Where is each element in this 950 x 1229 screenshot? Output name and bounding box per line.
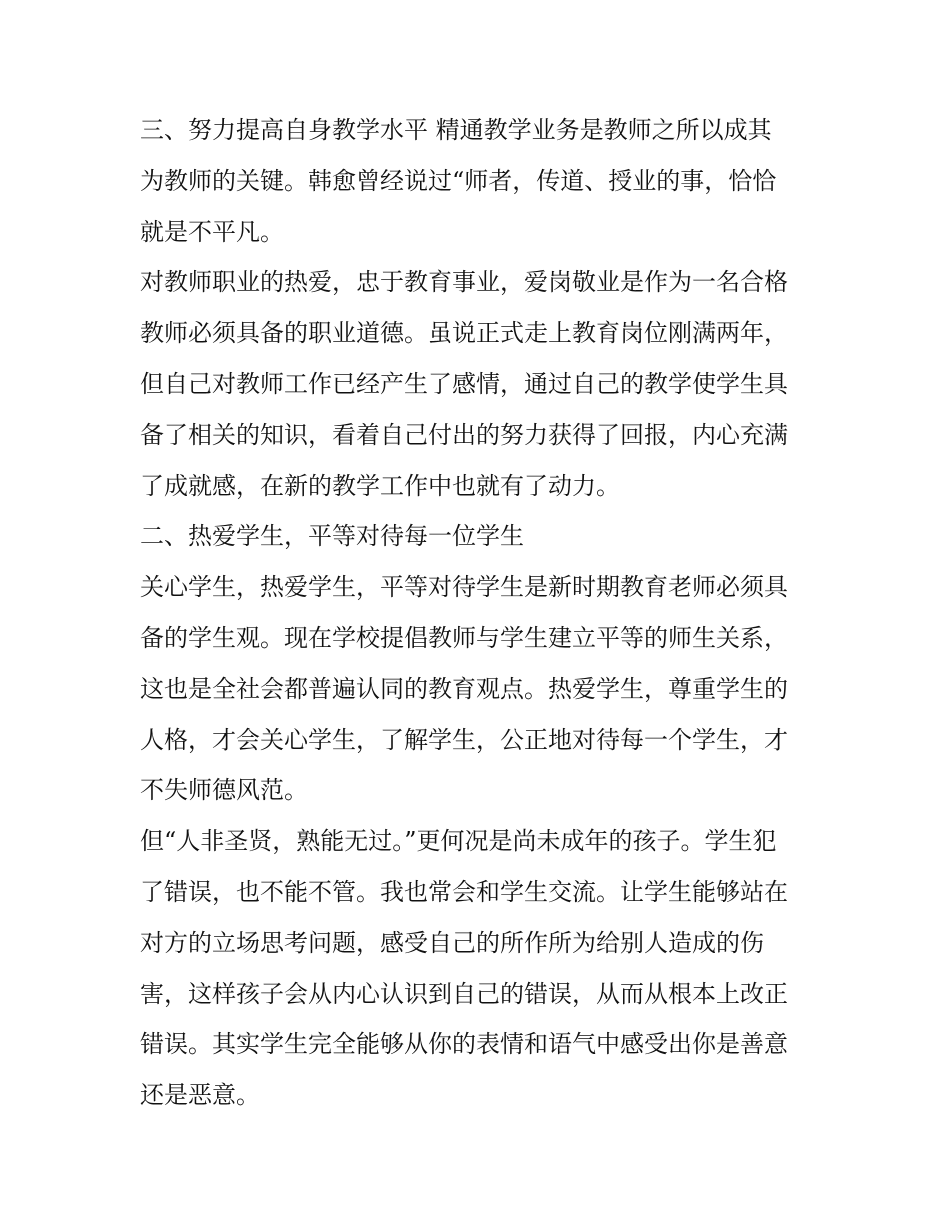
text-line: 但“人非圣贤，熟能无过。”更何况是尚未成年的孩子。学生犯 <box>140 827 777 856</box>
text-line: 了错误，也不能不管。我也常会和学生交流。让学生能够站在 <box>140 877 788 906</box>
section-heading-line: 三、努力提高自身教学水平 精通教学业务是教师之所以成其 <box>140 116 772 144</box>
document-page <box>140 105 840 1121</box>
text-line: 害，这样孩子会从内心认识到自己的错误，从而从根本上改正 <box>140 979 788 1008</box>
text-line: 错误。其实学生完全能够从你的表情和语气中感受出你是善意 <box>140 1030 788 1059</box>
text-line: 了成就感，在新的教学工作中也就有了动力。 <box>140 471 620 500</box>
section-heading-line: 二、热爱学生，平等对待每一位学生 <box>140 522 524 551</box>
text-line: 但自己对教师工作已经产生了感情，通过自己的教学使学生具 <box>140 369 788 398</box>
text-line: 教师必须具备的职业道德。虽说正式走上教育岗位刚满两年， <box>140 319 788 348</box>
text-line: 备了相关的知识，看着自己付出的努力获得了回报，内心充满 <box>140 420 788 449</box>
text-line: 为教师的关键。韩愈曾经说过“师者，传道、授业的事，恰恰 <box>140 166 777 195</box>
text-line: 不失师德风范。 <box>140 776 308 805</box>
text-line: 就是不平凡。 <box>140 217 284 246</box>
text-line: 还是恶意。 <box>140 1081 260 1110</box>
text-line: 关心学生，热爱学生，平等对待学生是新时期教育老师必须具 <box>140 573 788 602</box>
text-line: 对方的立场思考问题，感受自己的所作所为给别人造成的伤 <box>140 928 764 957</box>
text-line: 这也是全社会都普遍认同的教育观点。热爱学生，尊重学生的 <box>140 674 788 703</box>
text-line: 人格，才会关心学生，了解学生，公正地对待每一个学生，才 <box>140 725 788 754</box>
text-line: 对教师职业的热爱，忠于教育事业，爱岗敬业是作为一名合格 <box>140 268 788 297</box>
text-line: 备的学生观。现在学校提倡教师与学生建立平等的师生关系， <box>140 623 788 652</box>
